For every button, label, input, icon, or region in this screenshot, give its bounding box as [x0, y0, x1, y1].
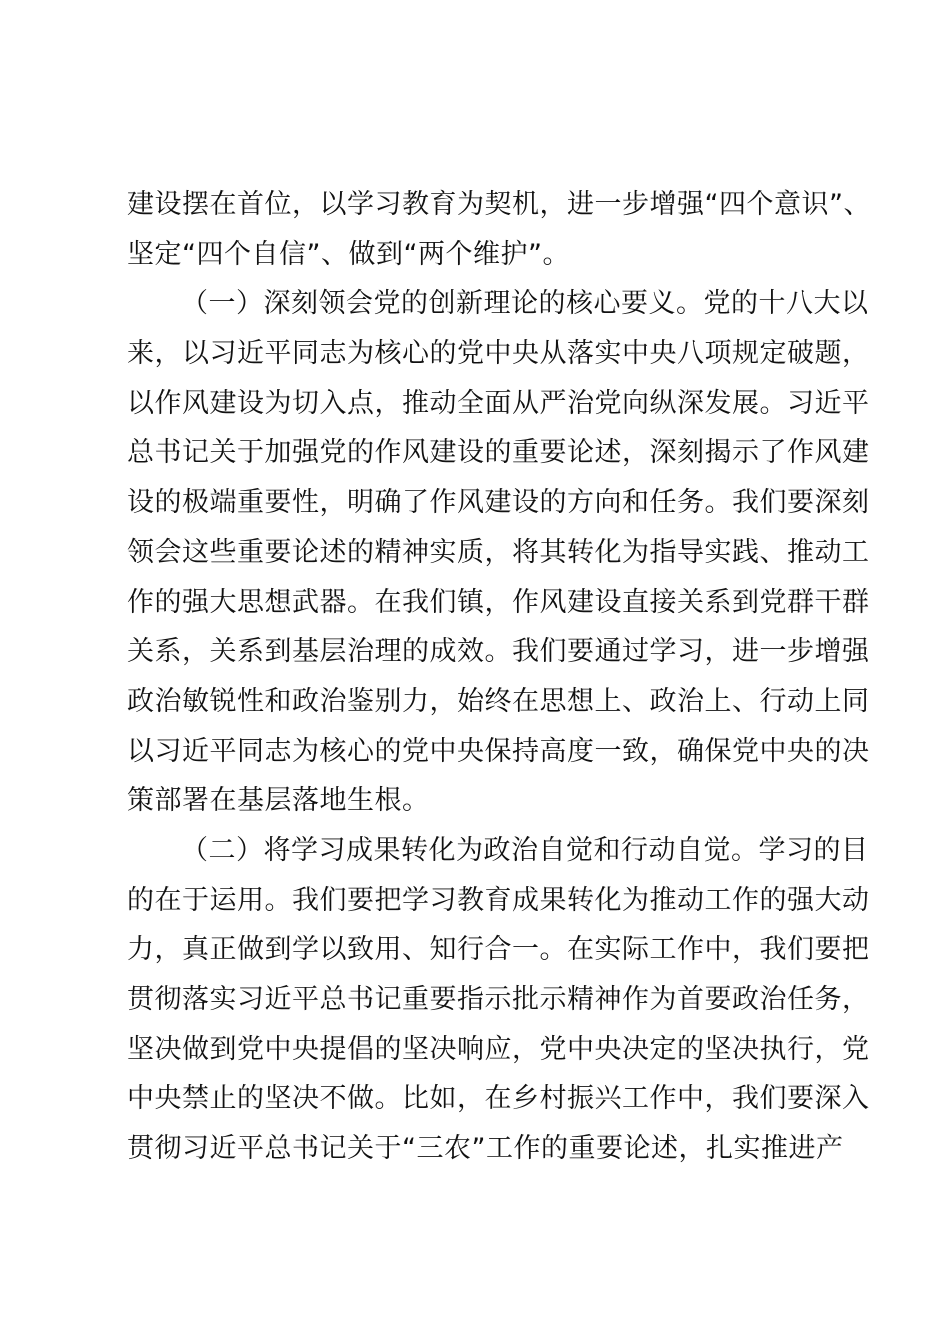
text-line: 贯彻习近平总书记关于“三农”工作的重要论述，扎实推进产 [127, 1133, 844, 1165]
text-line: 关系，关系到基层治理的成效。我们要通过学习，进一步增强 [127, 636, 870, 668]
text-line: 建设摆在首位，以学习教育为契机，进一步增强“四个意识”、 [127, 189, 871, 220]
text-line: 策部署在基层落地生根。 [127, 785, 430, 817]
text-line: 以习近平同志为核心的党中央保持高度一致，确保党中央的决 [127, 735, 870, 767]
text-line: 作的强大思想武器。在我们镇，作风建设直接关系到党群干群 [127, 586, 870, 618]
text-line: 中央禁止的坚决不做。比如，在乡村振兴工作中，我们要深入 [127, 1083, 870, 1115]
text-line: 政治敏锐性和政治鉴别力，始终在思想上、政治上、行动上同 [127, 685, 870, 717]
text-line: 坚定“四个自信”、做到“两个维护”。 [127, 238, 570, 270]
text-line: 的在于运用。我们要把学习教育成果转化为推动工作的强大动 [127, 884, 870, 916]
text-line: 坚决做到党中央提倡的坚决响应，党中央决定的坚决执行，党 [127, 1033, 870, 1065]
text-line: 力，真正做到学以致用、知行合一。在实际工作中，我们要把 [127, 934, 870, 966]
text-line: 贯彻落实习近平总书记重要指示批示精神作为首要政治任务， [127, 984, 870, 1015]
text-line: 领会这些重要论述的精神实质，将其转化为指导实践、推动工 [127, 536, 870, 568]
text-line: 设的极端重要性，明确了作风建设的方向和任务。我们要深刻 [127, 487, 870, 519]
text-line: 以作风建设为切入点，推动全面从严治党向纵深发展。习近平 [127, 387, 870, 419]
body-text [127, 180, 871, 1174]
text-line: 总书记关于加强党的作风建设的重要论述，深刻揭示了作风建 [127, 437, 870, 469]
text-line: 来，以习近平同志为核心的党中央从落实中央八项规定破题， [127, 338, 870, 370]
section-heading-line: （二）将学习成果转化为政治自觉和行动自觉。学习的目 [181, 834, 869, 866]
section-heading-line: （一）深刻领会党的创新理论的核心要义。党的十八大以 [181, 288, 869, 320]
